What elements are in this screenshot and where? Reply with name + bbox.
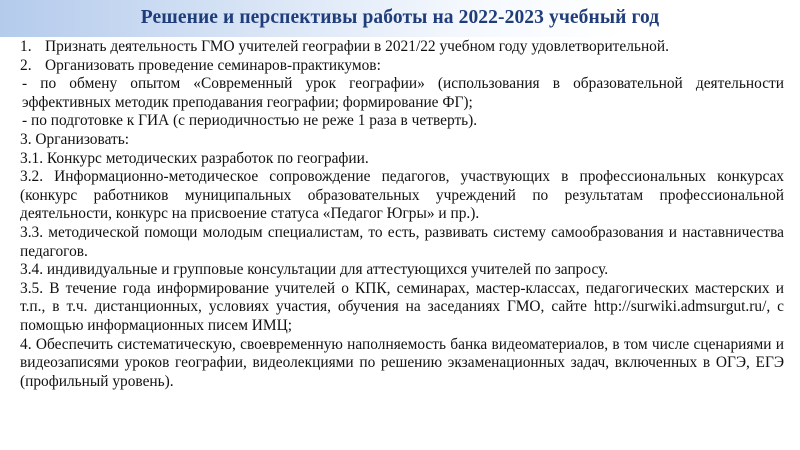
list-item-number: 1. [20, 38, 32, 55]
sub-item-exchange-experience: - по обмену опытом «Современный урок географии» (использования в образовательной деятельности эффективных методик преподавания географии; формирование ФГ); [22, 75, 784, 111]
list-item-2 [20, 57, 784, 76]
item-3-1: 3.1. Конкурс методических разработок по географии. [20, 149, 369, 167]
item-3-3: 3.3. методической помощи молодым специалистам, то есть, развивать систему самообразования и наставничества педагогов. [20, 223, 784, 260]
list-item-text: Организовать проведение семинаров-практикумов: [45, 56, 381, 74]
sub-item-gia-preparation: - по подготовке к ГИА (с периодичностью не реже 1 раза в четверть). [22, 112, 478, 130]
item-3-4: 3.4. индивидуальные и групповые консультации для аттестующихся учителей по запросу. [20, 261, 609, 279]
list-item-1 [20, 38, 784, 57]
list-item-number: 2. [20, 56, 32, 74]
item-3-2: 3.2. Информационно-методическое сопровождение педагогов, участвующих в профессиональных конкурсах (конкурс работников муниципальных образовательных учреждений по результатам профессиональной деятельности, конкурс на присвоение статуса «Педагог Югры» и пр.). [20, 168, 784, 223]
section-organize: 3. Организовать: [20, 130, 130, 148]
item-3-5: 3.5. В течение года информирование учителей о КПК, семинарах, мастер-классах, педагогических мастерских и т.п., в т.ч. дистанционных, условиях участия, обучения на заседаниях ГМО, сайте http://surwiki.admsurgut.ru/, с помощью информационных писем ИМЦ; [20, 279, 784, 334]
item-4: 4. Обеспечить систематическую, своевременную наполняемость банка видеоматериалов, в том числе сценариями и видеозаписями уроков географии, видеолекциями по решению экзаменационных задач, включенных в ОГЭ, ЕГЭ (профильный уровень). [20, 335, 784, 390]
slide-content [20, 38, 784, 391]
slide-title: Решение и перспективы работы на 2022-2023 учебный год [140, 7, 660, 28]
list-item-text: Признать деятельность ГМО учителей географии в 2021/22 учебном году удовлетворительной. [45, 38, 669, 55]
